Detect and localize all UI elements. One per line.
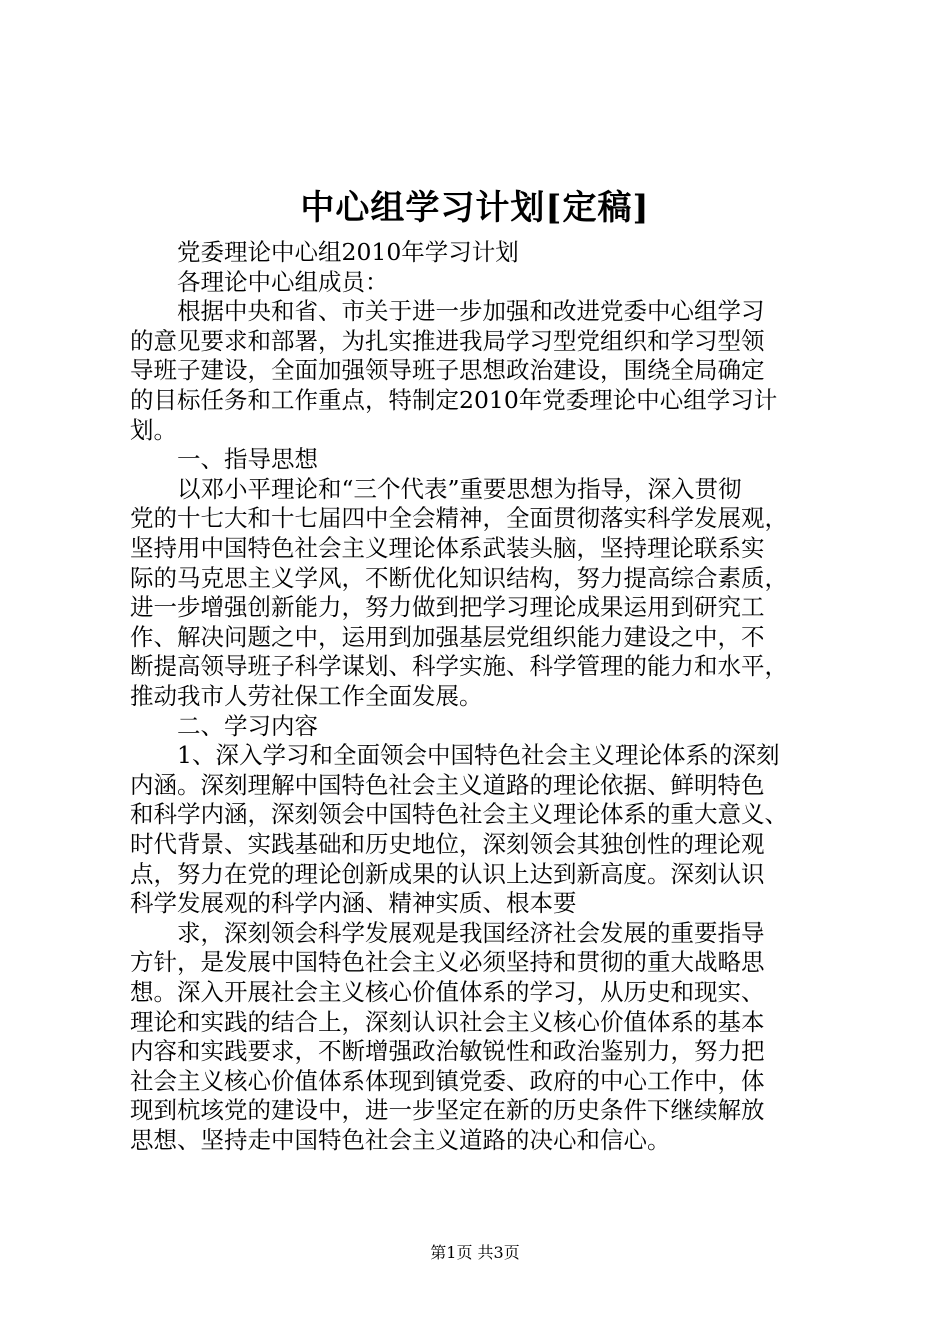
body-line: 划。	[130, 415, 177, 444]
body-line: 现到杭垓党的建设中，进一步坚定在新的历史条件下继续解放	[130, 1096, 765, 1125]
body-line: 党的十七大和十七届四中全会精神，全面贯彻落实科学发展观，	[130, 504, 788, 533]
body-line: 党委理论中心组2010年学习计划	[130, 238, 519, 266]
body-line: 思想、坚持走中国特色社会主义道路的决心和信心。	[130, 1126, 671, 1154]
body-line: 坚持用中国特色社会主义理论体系武装头脑，坚持理论联系实	[130, 534, 765, 562]
body-line: 的目标任务和工作重点，特制定2010年党委理论中心组学习计	[130, 386, 778, 414]
body-line: 科学发展观的科学内涵、精神实质、根本要	[130, 889, 577, 918]
body-line: 1、深入学习和全面领会中国特色社会主义理论体系的深刻	[130, 741, 780, 770]
body-line: 进一步增强创新能力，努力做到把学习理论成果运用到研究工	[130, 593, 765, 622]
body-line: 想。深入开展社会主义核心价值体系的学习，从历史和现实、	[130, 978, 765, 1006]
body-line: 时代背景、实践基础和历史地位，深刻领会其独创性的理论观	[130, 830, 765, 858]
body-line: 理论和实践的结合上，深刻认识社会主义核心价值体系的基本	[130, 1007, 765, 1036]
document-title: 中心组学习计划[定稿]	[300, 188, 650, 228]
body-line: 各理论中心组成员：	[130, 267, 389, 296]
body-line: 点，努力在党的理论创新成果的认识上达到新高度。深刻认识	[130, 859, 765, 888]
body-line: 作、解决问题之中，运用到加强基层党组织能力建设之中，不	[130, 622, 765, 651]
body-line: 内涵。深刻理解中国特色社会主义道路的理论依据、鲜明特色	[130, 770, 765, 799]
body-line: 和科学内涵，深刻领会中国特色社会主义理论体系的重大意义、	[130, 800, 788, 829]
body-line: 二、学习内容	[130, 711, 318, 740]
body-line: 推动我市人劳社保工作全面发展。	[130, 682, 483, 710]
body-line: 社会主义核心价值体系体现到镇党委、政府的中心工作中，体	[130, 1066, 765, 1095]
body-line: 际的马克思主义学风，不断优化知识结构，努力提高综合素质，	[130, 563, 788, 592]
body-line: 导班子建设，全面加强领导班子思想政治建设，围绕全局确定	[130, 356, 765, 385]
body-line: 求，深刻领会科学发展观是我国经济社会发展的重要指导	[130, 918, 765, 947]
page-footer: 第1页 共3页	[430, 1243, 520, 1262]
body-line: 内容和实践要求，不断增强政治敏锐性和政治鉴别力，努力把	[130, 1037, 765, 1066]
body-line: 根据中央和省、市关于进一步加强和改进党委中心组学习	[130, 297, 765, 326]
body-line: 一、指导思想	[130, 445, 318, 474]
body-line: 方针，是发展中国特色社会主义必须坚持和贯彻的重大战略思	[130, 948, 765, 977]
body-line: 的意见要求和部署，为扎实推进我局学习型党组织和学习型领	[130, 326, 765, 355]
body-line: 断提高领导班子科学谋划、科学实施、科学管理的能力和水平，	[130, 652, 788, 681]
body-line: 以邓小平理论和“三个代表”重要思想为指导，深入贯彻	[130, 474, 742, 503]
